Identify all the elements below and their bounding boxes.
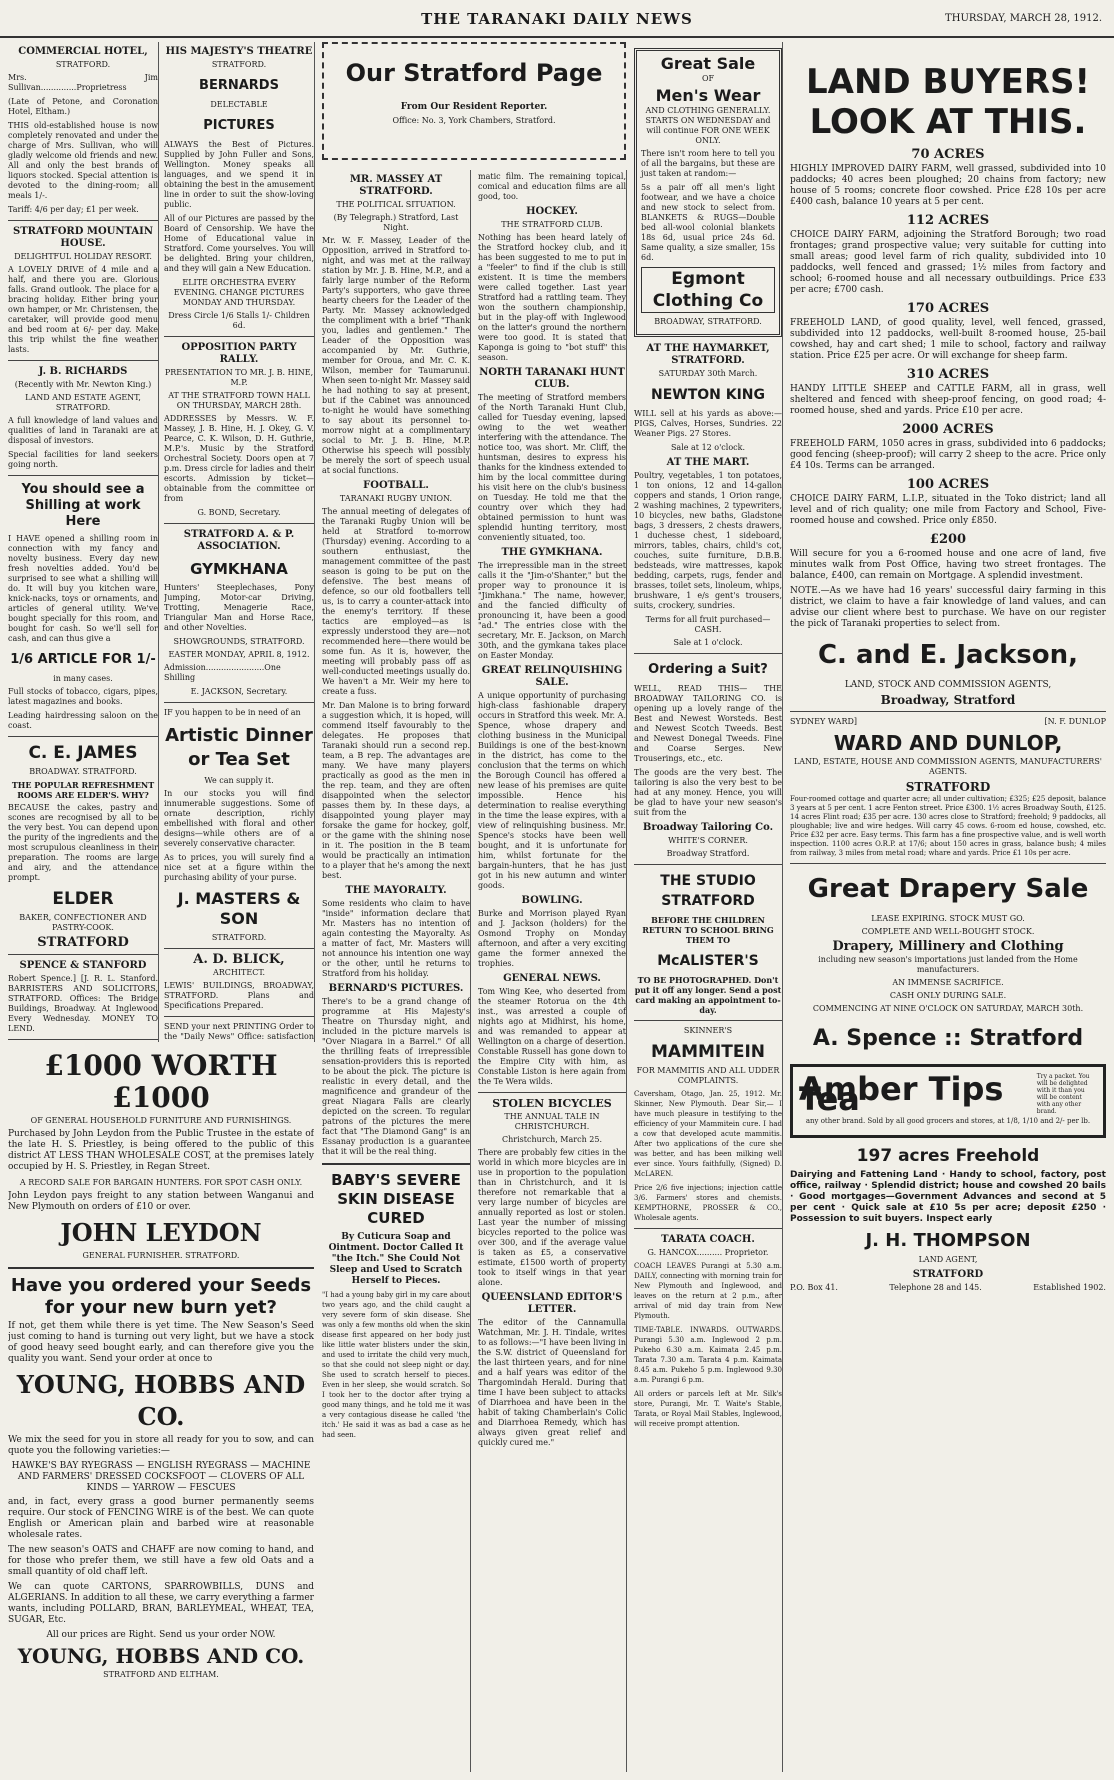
mart-sale: Sale at 1 o'clock. [673,638,743,647]
thompson-est: Established 1902. [1033,1283,1106,1292]
stratford-page-office: Office: No. 3, York Chambers, Stratford. [392,116,556,125]
matic-text: matic film. The remaining topical, comical and education films are all good, too. [478,172,626,201]
newspaper-title: THE TARANAKI DAILY NEWS [421,10,693,28]
young-footer: YOUNG, HOBBS AND CO. [17,1644,305,1668]
shilling-body2: Full stocks of tobacco, cigars, pipes, latest magazines and books. [8,687,158,706]
masters-title: J. MASTERS & SON [177,889,301,928]
artistic-body2: As to prices, you will surely find a nice set at a figure within the purchasing ability of your purse. [164,853,314,882]
mountain-body: A LOVELY DRIVE of 4 mile and a half, and there you are. Glorious falls. Grand outlook. The place for a bracing holiday. Either bring your own hamper, or Mr. Christensen, the caretaker, will provide good menu and bed room at 6/- per day. Make this trip whilst the fine weather lasts. [8,265,158,354]
bernards-body: ALWAYS the Best of Pictures. Supplied by John Fuller and Sons, Wellington. Money speaks all languages, and we spend it in obtaining the best in the amusement line in order to suit the show-loving public. [164,140,314,209]
egmont-sub: BROADWAY, STRATFORD. [654,317,762,326]
babys-sub: By Cuticura Soap and Ointment. Doctor Called It "the Itch." She Could Not Sleep and Used to Scratch Herself to Pieces. [328,1232,464,1286]
bernards-body2: All of our Pictures are passed by the Board of Censorship. We have the Home of Educational value in Stratford. Come yourselves. You will be delighted. Bring your children, and they will gain a New Education. [164,214,314,273]
gymkhana-where: SHOWGROUNDS, STRATFORD. [173,637,305,646]
massey-sub: THE POLITICAL SITUATION. [336,200,456,209]
drapery-sub: LEASE EXPIRING. STOCK MUST GO. [871,914,1025,923]
amber-sub: any other brand. Sold by all good grocers and stores, at 1/8, 1/10 and 2/- per lb. [805,1117,1091,1125]
ward-left: SYDNEY WARD] [790,717,857,726]
football-body: The annual meeting of delegates of the Taranaki Rugby Union will be held at Stratford to-morrow (Thursday) evening. According to a southern enthusiast, the management committee of the past season is going to be put on the defensive. The best means of defence, so our old footballers tell us, is to carry a counter-attack into the enemy's territory. If these tactics are employed—as is expressly understood they are—not recommended here—there would be some fun. As it is, however, the meeting will probably pass off as well-conducted meetings usually do. We haven't a Mr. Weir my here to create a fuss. [322,507,470,696]
studio-body2: TO BE PHOTOGRAPHED. Don't put it off any longer. Send a post card making an appointment to-day. [634,975,782,1015]
acres100-body: CHOICE DAIRY FARM, L.I.P., situated in the Toko district; land all level and of rich quality; one mile from Factory and School, Five-roomed house and cowshed. Price only £850. [790,494,1106,526]
mens-list: 5s a pair off all men's light footwear, and we have a choice and new stock to select from. BLANKETS & RUGS—Double bed all-wool colonial blankets 18s 6d, usual price 24s 6d. Same quality, a size smaller, 15s 6d. [641,183,775,262]
jackson-title: C. and E. Jackson, [817,640,1079,670]
gymkhana-news-title: THE GYMKHANA. [501,547,603,558]
majesty-title: HIS MAJESTY'S THEATRE [165,46,313,57]
acres112-title: 112 ACRES [906,213,990,228]
queensland-body: The editor of the Cannamulla Watchman, Mr. J. H. Tindale, writes to as follows:—"I have been living in the S.W. district of Queensland for the last thirteen years, and for nine and a half years was editor of the Thargomindah Herald. During that time I have been subject to attacks of Diarrhoea and have been in the habit of taking Chamberlain's Colic and Diarrhoea Remedy, which has always given great relief and quickly cured me." [478,1318,626,1447]
studio-name: McALISTER'S [657,953,759,969]
hockey-body: Nothing has been heard lately of the Stratford hockey club, and it has been suggested to me to put in a "feeler" to find if the club is still existent. It is time the members were called together. Last year Stratford had a rattling team. They won the southern championship, but in the play-off with Inglewood on the latter's ground the northern were too good. It is stated that Kaponga is going to "bot stuff" this season. [478,233,626,362]
gymkhana-adm: Admission.......................One Shilling [164,663,281,682]
drapery-sub2: COMPLETE AND WELL-BOUGHT STOCK. [861,927,1035,936]
young-body: We mix the seed for you in store all ready for you to sow, and can quote you the following varieties:— [8,1435,314,1456]
blick-sub: ARCHITECT. [212,968,266,977]
thompson-sub: LAND AGENT, [918,1255,978,1264]
hotel-prop: Mrs. Jim Sullivan..............Proprietress [8,73,158,92]
stratford-page-banner [322,42,626,160]
jackson-place: Broadway, Stratford [880,693,1016,707]
james-sub: BROADWAY. STRATFORD. [29,767,137,776]
worth-body: Purchased by John Leydon from the Public Trustee in the estate of the late H. S. Priestley, is being offered to the public of this district AT LESS THAN WHOLESALE COST, at the premises lately occupied by H. S. Priestley, in Regan Street. [8,1129,314,1172]
mens-sub: AND CLOTHING GENERALLY. STARTS ON WEDNESDAY and will continue FOR ONE WEEK ONLY. [645,106,771,145]
hotel-place: STRATFORD. [55,60,111,69]
shilling-title: You should see a Shilling at work Here [21,482,145,529]
suit-place: Broadway Stratford. [666,849,750,858]
printing-ad: SEND your next PRINTING Order to the "Daily News" Office: satisfaction [164,1022,314,1041]
stratford-page-title: Our Stratford Page [345,59,603,87]
rally-title: OPPOSITION PARTY RALLY. [181,342,297,365]
relinq-title: GREAT RELINQUISHING SALE. [481,665,623,688]
james-sub2: THE POPULAR REFRESHMENT ROOMS ARE ELDER'S. WHY? [11,780,155,800]
hunt-body: The meeting of Stratford members of the North Taranaki Hunt Club, called for Tuesday evening, lapsed owing to the wet weather interfering with the attendance. The notice too, was short. Mr. Cliff, the huntsman, desires to express his thanks for the kindness extended to him by the local committee during his visit here on the club's business on Tuesday. He told me that the country over which they had obtained permission to hunt was splendid hunting territory, most conveniently situated, too. [478,393,626,542]
ward-place: STRATFORD [905,780,991,794]
amber-tips-ad [790,1064,1106,1138]
spence-stratford: A. Spence :: Stratford [812,1026,1084,1051]
mammitein-title: MAMMITEIN [651,1042,765,1062]
mammitein-sub: SKINNER'S [683,1026,733,1035]
relinq-body: A unique opportunity of purchasing high-class fashionable drapery occurs in Stratford this week. Mr. A. Spence, whose drapery and clothing business in the Municipal Buildings is one of the best-known in the district, has come to the conclusion that the terms on which the Borough Council has offered a new lease of his premises are quite impossible. Hence his determination to realise everything in the time the lease expires, with a view of relinquishing business. Mr. Spence's stocks have been well bought, and it is unfortunate for him, whilst fortunate for the bargain-hunters, that he has just got in his new autumn and winter goods. [478,691,626,890]
mart-title: AT THE MART. [666,457,750,468]
great-sale-of: OF [701,74,715,83]
mammitein-body: FOR MAMMITIS AND ALL UDDER COMPLAINTS. [636,1066,780,1085]
acres70-title: 70 ACRES [911,147,985,162]
acres170-body: FREEHOLD LAND, of good quality, level, well fenced, grassed, subdivided into 12 paddocks, well-built 8-roomed house, 25-bail cowshed, hay and cart shed; 1 mile to school, factory and railway station. Price £25 per acre. Or will exchange for sheep farm. [790,318,1106,361]
mayoralty-body: Some residents who claim to have "inside" information declare that Mr. Masters has no intention of again contesting the Mayoralty. As a matter of fact, Mr. Masters will not announce his intention one way or the other, until he returns to Stratford from his holiday. [322,899,470,978]
bernards-sub: DELECTABLE [210,100,268,109]
pound200-body: Will secure for you a 6-roomed house and one acre of land, five minutes walk from Post Office, having two street frontages. The balance, £400, can remain on Mortgage. A splendid investment. [790,549,1106,581]
artistic-sub: We can supply it. [204,776,274,785]
studio-body: BEFORE THE CHILDREN RETURN TO SCHOOL BRING THEM TO [642,915,774,945]
bicycles-title: STOLEN BICYCLES [492,1097,612,1110]
drapery-cash: CASH ONLY DURING SALE. [889,991,1007,1000]
bicycles-dateline: Christchurch, March 25. [502,1135,602,1144]
bicycles-sub: THE ANNUAL TALE IN CHRISTCHURCH. [504,1112,600,1131]
egmont-title: Egmont Clothing Co [641,267,775,313]
thompson-box: P.O. Box 41. [790,1283,838,1292]
news-title: GENERAL NEWS. [503,973,601,984]
young-body3: The new season's OATS and CHAFF are now coming to hand, and for those who prefer them, we still have a few old Oats and a small quantity of old chaff left. [8,1545,314,1577]
acres100-title: 100 ACRES [906,477,990,492]
thompson-place: STRATFORD [912,1269,984,1280]
young-title: YOUNG, HOBBS AND CO. [16,1370,306,1431]
freehold-title: 197 acres Freehold [856,1146,1040,1166]
amber-title: Amber Tips Tea [799,1070,1004,1118]
worth-sub: OF GENERAL HOUSEHOLD FURNITURE AND FURNISHINGS. [30,1116,292,1125]
acres2000-body: FREEHOLD FARM, 1050 acres in grass, subdivided into 6 paddocks; good fencing (sheep-proof); will carry 2 sheep to the acre. Price only £4 10s. Terms can be arranged. [790,439,1106,471]
acres2000-title: 2000 ACRES [902,422,994,437]
elder-title: ELDER [52,889,114,909]
babys-title: BABY'S SEVERE SKIN DISEASE CURED [331,1171,461,1227]
acres310-title: 310 ACRES [906,367,990,382]
mens-wear-ad [634,48,782,337]
massey-tel: (By Telegraph.) Stratford, Last Night. [333,213,459,232]
seeds-title: Have you ordered your Seeds for your new burn yet? [10,1275,312,1318]
bernards-pictures-body: There's to be a grand change of programme at His Majesty's Theatre on Thursday night, and included in the picture marvels is "Over Niagara in a Barrel." Of all the thrilling feats of irrepressible sensation-providers this is reported to be about the pick. The picture is realistic in every detail, and the magnificence and grandeur of the great Niagara Falls are clearly depicted on the screen. To regular patrons of the pictures the mere fact that "The Diamond Gang" is an Essanay production is a guarantee that it will be the real thing. [322,997,470,1156]
majesty-place: STRATFORD. [211,60,267,69]
mammitein-letter: Caversham, Otago, Jan. 25, 1912. Mr. Skinner, New Plymouth. Dear Sir,— I have much pleasure in testifying to the efficiency of your Mammitein cure. I had a cow that developed acute mammitis. After two applications of the cure she was better, and has been milking well ever since. Yours faithfully, (Signed) D. McLAREN. [634,1090,782,1178]
drapery-start: COMMENCING AT NINE O'CLOCK ON SATURDAY, MARCH 30th. [812,1004,1084,1013]
newton-body: WILL sell at his yards as above:— PIGS, Calves, Horses, Sundries. 22 Weaner Pigs. 27 Stores. [634,409,782,438]
bowling-body: Burke and Morrison played Ryan and J. Jackson (holders) for the Osmond Trophy on Monday afternoon, and after a very exciting game the former annexed the trophies. [478,909,626,968]
drapery-items: Drapery, Millinery and Clothing [832,939,1064,954]
mart-terms: Terms for all fruit purchased—CASH. [645,615,771,634]
hunt-title: NORTH TARANAKI HUNT CLUB. [479,367,625,390]
richards-sub: (Recently with Mr. Newton King.) [14,380,152,389]
ward-partners [790,717,1106,727]
gymkhana-news-body: The irrepressible man in the street calls it the "Jim-o'Shanter," but the proper way to pronounce it is "Jimkhana." The name, however, and the fancied difficulty of pronouncing it, have been a good "ad." The entries close with the secretary, Mr. E. Jackson, on March 30th, and the gymkana takes place on Easter Monday. [478,561,626,660]
football-sub: TARANAKI RUGBY UNION. [339,494,453,503]
mammitein-price: Price 2/6 five injections; injection cattle 3/6. Farmers' stores and chemists. KEMPTHORNE, PROSSER & CO., Wholesale agents. [634,1184,782,1222]
artistic-intro: IF you happen to be in need of an [164,708,301,717]
shilling-body3: Leading hairdressing saloon on the coast. [8,711,158,730]
worth-record: A RECORD SALE FOR BARGAIN HUNTERS. FOR SPOT CASH ONLY. [19,1178,303,1187]
suit-title: Ordering a Suit? [648,662,768,677]
acres310-body: HANDY LITTLE SHEEP and CATTLE FARM, all in grass, well sheltered and fenced with sheep-proof fencing, on good road; 4-roomed house, shed and yards. Price £10 per acre. [790,384,1106,416]
hotel-prop2: (Late of Petone, and Coronation Hotel, Eltham.) [8,97,158,116]
coach-title: TARATA COACH. [661,1234,755,1245]
coach-table: TIME-TABLE. INWARDS. OUTWARDS. Purangi 5.30 a.m. Inglewood 2 p.m. Pukeho 6.30 a.m. Kaimata 2.45 p.m. Tarata 7.30 a.m. Tarata 4 p.m. Kaimata 8.45 a.m. Pukeho 5 p.m. Inglewood 9.30 a.m. Purangi 6 p.m. [634,1326,782,1384]
rally-sign: G. BOND, Secretary. [197,508,281,517]
mart-body: Poultry, vegetables, 1 ton potatoes, 1 ton onions, 12 and 14-gallon coppers and stands, 1 Orion range, 2 washing machines, 2 typewriters, 10 bicycles, new baths, Gladstone bags, 3 dressers, 2 chests drawers, 1 duchesse chest, 1 sideboard, mirrors, tables, chairs, child's cot, couches, suite furniture, D.B.B. bedsteads, wire mattresses, kapok bedding, carpets, rugs, fender and brasses, toilet sets, linoleum, whips, brushware, 1 e/s gent's trousers, suits, crockery, sundries. [634,471,782,610]
bernards-pictures: PICTURES [203,118,275,133]
james-body: BECAUSE the cakes, pastry and scones are recognised by all to be the very best. You can depend upon the purity of the ingredients and the most scrupulous cleanliness in their preparation. The rooms are large and airy, and the attendance prompt. [8,803,158,882]
gymkhana-body: Hunters' Steeplechases, Pony Jumping, Motor-car Driving, Trotting, Menagerie Race, Triangular Man and Horse Race, and other Novelties. [164,583,314,632]
news-body: Tom Wing Kee, who deserted from the steamer Rotorua on the 4th inst., was arrested a couple of nights ago at Midhirst, his home, and was remanded to appear at Wellington on a charge of desertion. Constable Russell has gone down to the Empire City with him, as Constable Liston is here again from the Te Wera wilds. [478,987,626,1086]
land-note: NOTE.—As we have had 16 years' successful dairy farming in this district, we claim to have a fair knowledge of land values, and can advise our client where best to purchase. We have on our register the pick of Taranaki properties to select from. [790,586,1106,629]
masters-place: STRATFORD. [211,933,267,942]
column-5 [634,42,783,1772]
hockey-title: HOCKEY. [526,206,578,217]
shilling-price: 1/6 ARTICLE FOR 1/- [10,652,156,667]
rally-sub: PRESENTATION TO MR. J. B. HINE, M.P. [164,368,314,387]
worth-title: £1000 WORTH £1000 [44,1050,278,1114]
rally-sub2: AT THE STRATFORD TOWN HALL ON THURSDAY, MARCH 28th. [168,391,310,410]
stratford-page-sub: From Our Resident Reporter. [400,102,548,112]
rally-body: ADDRESSES by Messrs. W. F. Massey, J. B. Hine, H. J. Okey, G. V. Pearce, C. K. Wilson, D. H. Guthrie, M.P.'s. Music by the Stratford Orchestral Society. Doors open at 7 p.m. Dress circle for ladies and their escorts. Admission by ticket—obtainable from the committee or from [164,414,314,503]
artistic-body: In our stocks you will find innumerable suggestions. Some of ornate description, richly embellished with floral and other designs—while others are of a severely conservative character. [164,789,314,848]
pound200-title: £200 [929,532,967,547]
mens-wear-title: Men's Wear [655,86,761,105]
acres70-body: HIGHLY IMPROVED DAIRY FARM, well grassed, subdivided into 10 paddocks; 40 acres been ploughed; 20 chains from factory; new house of 5 rooms; concrete floor cowshed. Price £28 10s per acre £400 cash, balance 10 years at 5 per cent. [790,164,1106,207]
young-body4: We can quote CARTONS, SPARROWBILLS, DUNS and ALGERIANS. In addition to all these, we carry everything a farmer wants, including POLLARD, BRAN, BARLEYMEAL, WHEAT, TEA, SUGAR, Etc. [8,1582,314,1625]
ward-right: [N. F. DUNLOP [1044,717,1106,726]
suit-name: Broadway Tailoring Co. [642,822,774,833]
leydon-title: JOHN LEYDON [60,1218,262,1247]
jackson-sub: LAND, STOCK AND COMMISSION AGENTS, [844,680,1052,690]
hotel-title: COMMERCIAL HOTEL, [18,46,148,57]
artistic-title: Artistic Dinner or Tea Set [165,725,313,770]
mens-body: There isn't room here to tell you of all the bargains, but these are just taken at random:— [641,149,775,178]
spence-title: SPENCE & STANFORD [19,960,147,971]
young-list: HAWKE'S BAY RYEGRASS — ENGLISH RYEGRASS — MACHINE AND FARMERS' DRESSED COCKSFOOT — CLOVERS OF ALL KINDS — YARROW — FESCUES [11,1461,311,1493]
ward-title: WARD AND DUNLOP, [833,731,1063,755]
acres170-title: 170 ACRES [906,301,990,316]
coach-footer: All orders or parcels left at Mr. Silk's store, Purangi, Mr. T. Waite's Stable, Tarata, or Royal Mail Stables, Inglewood, will receive prompt attention. [634,1390,782,1428]
bernards-pictures-title: BERNARD'S PICTURES. [328,983,464,994]
drapery-body: including new season's importations just landed from the Home manufacturers. [818,955,1078,974]
land-buyers-title: LAND BUYERS! LOOK AT THIS. [805,62,1091,142]
column-3 [322,170,471,1772]
column-2 [164,42,315,1042]
leydon-sub: GENERAL FURNISHER. STRATFORD. [82,1251,240,1260]
bernards-prices: Dress Circle 1/6 Stalls 1/- Children 6d. [168,311,310,330]
mayoralty-title: THE MAYORALTY. [345,885,447,896]
masthead [0,0,1114,38]
thompson-title: J. H. THOMPSON [865,1230,1031,1251]
shilling-body: I HAVE opened a shilling room in connection with my fancy and novelty business. Every day new fresh novelties added. You'd be surprised to see what a shilling will do. It will buy you kitchen ware, knick-nacks, toys or ornaments, and articles of general utility. We've bought specially for this room, and bought for cash. So we'll sell for cash, and can thus give a [8,534,158,643]
young-body2: and, in fact, every grass a good burner permanently seems require. Our stock of FENCING WIRE is of the best. We can quote English or American plain and barbed wire at reasonable wholesale rates. [8,1497,314,1540]
suit-where: WHITE'S CORNER. [668,836,748,845]
worth-freight: John Leydon pays freight to any station between Wanganui and New Plymouth on orders of £10 or over. [8,1191,314,1212]
haymarket-date: SATURDAY 30th March. [658,369,758,378]
richards-body: A full knowledge of land values and qualities of land in Taranaki are at disposal of investors. [8,416,158,445]
hotel-tariff: Tariff: 4/6 per day; £1 per week. [8,205,139,214]
thompson-tel: Telephone 28 and 145. [889,1283,982,1292]
young-body5: All our prices are Right. Send us your order NOW. [46,1630,276,1640]
newton-title: NEWTON KING [650,387,766,403]
blick-title: A. D. BLICK, [193,952,285,967]
mountain-sub: DELIGHTFUL HOLIDAY RESORT. [14,252,152,261]
spence-body: Robert Spence.] [J. R. L. Stanford. BARRISTERS AND SOLICITORS, STRATFORD. Offices: The Bridge Buildings, Broadway. At Inglewood Every Wednesday. MONEY TO LEND. [8,974,158,1033]
gymkhana-assoc: STRATFORD A. & P. ASSOCIATION. [183,529,295,552]
wide-section [8,1050,314,1775]
babys-body: "I had a young baby girl in my care about two years ago, and the child caught a very severe form of skin disease. She was only a few months old when the skin disease first appeared on her body just like little water blisters under the skin, and used to irritate the child very much, so that she could not sleep night or day. She used to scratch herself to pieces. Even in her sleep, she would scratch. So I took her to the doctor after trying a good many things, and he told me it was a very contagious disease he called 'the itch.' He said it was as bad a case as he had seen. [322,1291,470,1439]
newton-sale: Sale at 12 o'clock. [670,443,746,452]
thompson-footer [790,1283,1106,1293]
gymkhana-when: EASTER MONDAY, APRIL 8, 1912. [168,650,310,659]
football-title: FOOTBALL. [363,480,429,491]
shilling-note: in many cases. [53,674,113,683]
column-4 [478,170,627,1772]
ward-body: Four-roomed cottage and quarter acre; all under cultivation; £325; £25 deposit, balance 3 years at 5 per cent. 1 acre Fenton street. Price £300. 1½ acres Broadway South, £125. 14 acres Flint road; £35 per acre. 130 acres close to Stratford; freehold; 9 paddocks, all ploughable; live and wire hedges. Will carry 45 cows. 6-room ed house, cowshed, etc. Price £32 per acre. Easy terms. This farm has a fine prospective value, and is well worth inspection. 1100 acres O.R.P. at 17/6; about 150 acres in grass, balance bush; 4 miles from railway, 3 miles from metal road; whare and yards. Price £1 10s per acre. [790,795,1106,857]
richards-sub2: LAND AND ESTATE AGENT, STRATFORD. [25,393,141,412]
coach-body: COACH LEAVES Purangi at 5.30 a.m. DAILY, connecting with morning train for New Plymouth and Inglewood, and leaves on the return at 2 p.m., after arrival of mid day train from New Plymouth. [634,1262,782,1320]
gymkhana-title: GYMKHANA [190,560,288,578]
bernards-change: ELITE ORCHESTRA EVERY EVENING. CHANGE PICTURES MONDAY AND THURSDAY. [173,278,305,307]
studio-title: THE STUDIO STRATFORD [660,873,756,909]
issue-date: THURSDAY, MARCH 28, 1912. [945,13,1102,24]
column-1 [8,42,159,1042]
elder-sub: BAKER, CONFECTIONER AND PASTRY-COOK. [19,913,147,932]
haymarket-title: AT THE HAYMARKET, STRATFORD. [646,343,770,366]
drapery-title: Great Drapery Sale [807,874,1089,904]
column-6 [790,42,1106,1772]
queensland-title: QUEENSLAND EDITOR'S LETTER. [481,1292,623,1315]
acres112-body: CHOICE DAIRY FARM, adjoining the Stratford Borough; two road frontages; grand prospective value; very suitable for cutting into small areas; good level farm of rich quality, subdivided into 10 paddocks, well fenced and grassed; 1½ miles from factory and school; 6-roomed house and all necessary outbuildings. Price £33 per acre; £700 cash. [790,230,1106,295]
massey-title: MR. MASSEY AT STRATFORD. [349,174,443,197]
amber-side: Try a packet. You will be delighted with it than you will be content with any other brand. [1036,1073,1090,1115]
suit-body: WELL, READ THIS— THE BROADWAY TAILORING CO. is opening up a lovely range of the Best and Newest Worsteds. Best and Newest Scotch Tweeds. Best and Newest Donegal Tweeds. Fine and Coarse Serges. New Trouserings, etc., etc. [634,684,782,763]
bicycles-body: There are probably few cities in the world in which more bicycles are in use in proportion to the population than in Christchurch, and it is therefore not remarkable that a very large number of bicycles are annually reported as lost or stolen. Last year the number of missing bicycles reported to the police was over 300, and if the average value is taken as £5, a conservative estimate, £1500 worth of property took to itself wings in that year alone. [478,1148,626,1287]
great-sale-title: Great Sale [660,54,756,73]
blick-body: LEWIS' BUILDINGS, BROADWAY, STRATFORD. Plans and Specifications Prepared. [164,981,314,1010]
hotel-body: THIS old-established house is now completely renovated and under the charge of Mrs. Sullivan, who will gladly welcome old friends and new. All and only the best brands of liquors stocked. Special attention is devoted to the dining-room; all meals 1/-. [8,121,158,200]
richards-body2: Special facilities for land seekers going north. [8,450,158,469]
mountain-title: STRATFORD MOUNTAIN HOUSE. [12,226,153,249]
seeds-body: If not, get them while there is yet time. The New Season's Seed just coming to hand is turning out very light, but we have a stock of good heavy seed bought early, and can therefore give you the quality you want. Send your order at once to [8,1321,314,1364]
drapery-sacrifice: AN IMMENSE SACRIFICE. [892,978,1004,987]
richards-title: J. B. RICHARDS [38,366,128,377]
hockey-sub: THE STRATFORD CLUB. [501,220,603,229]
james-title: C. E. JAMES [28,743,138,763]
suit-body2: The goods are the very best. The tailoring is also the very best to be had at any money. Hence, you will be glad to have your new season's suit from the [634,768,782,817]
coach-prop: G. HANCOX.......... Proprietor. [647,1248,769,1257]
elder-place: STRATFORD [37,935,129,950]
gymkhana-sign: E. JACKSON, Secretary. [190,687,288,696]
ward-sub: LAND, ESTATE, HOUSE AND COMMISSION AGENTS, MANUFACTURERS' AGENTS. [793,757,1103,776]
football-body2: Mr. Dan Malone is to bring forward a suggestion which, it is hoped, will commend itself favourably to the delegates. He proposes that Taranaki should run a second rep. team, a B rep. The advantages are many. We have many players practically as good as the men in the rep. team, and they are often disappointed when the selector passes them by. In these days, a disappointed young player may forsake the game for hockey, golf, or the game with the shining nose in it. The position in the B team would be practically an intimation to a player that he's among the next best. [322,701,470,880]
young-footer-sub: STRATFORD AND ELTHAM. [103,1670,219,1679]
bernards-title: BERNARDS [199,78,279,93]
freehold-list: Dairying and Fattening Land · Handy to school, factory, post office, railway · Splendid district; house and cowshed 20 bails · Good mortgages—Government Advances and second at 5 per cent · Quick sale at £10 5s per acre; deposit £250 · Possession to suit buyers. Inspect early [790,1170,1106,1224]
massey-body: Mr. W. F. Massey, Leader of the Opposition, arrived in Stratford to-night, and was met at the railway station by Mr. J. B. Hine, M.P., and a fairly large number of the Reform Party's supporters, who gave three hearty cheers for the Leader of the Party. Mr. Massey acknowledged the compliment with a brief "Thank you, ladies and gentlemen." The Leader of the Opposition was accompanied by Mr. Guthrie, member for Oroua, and Mr. C. K. Wilson, member for Taumarunui. When seen to-night Mr. Massey said he had nothing to say at present, but if the Cabinet was announced to-night he would have something to say about its personnel to-morrow night at a complimentary social to Mr. J. B. Hine, M.P. Otherwise his speech will possibly be merely the sort of speech usual at social functions. [322,236,470,475]
bowling-title: BOWLING. [521,895,583,906]
